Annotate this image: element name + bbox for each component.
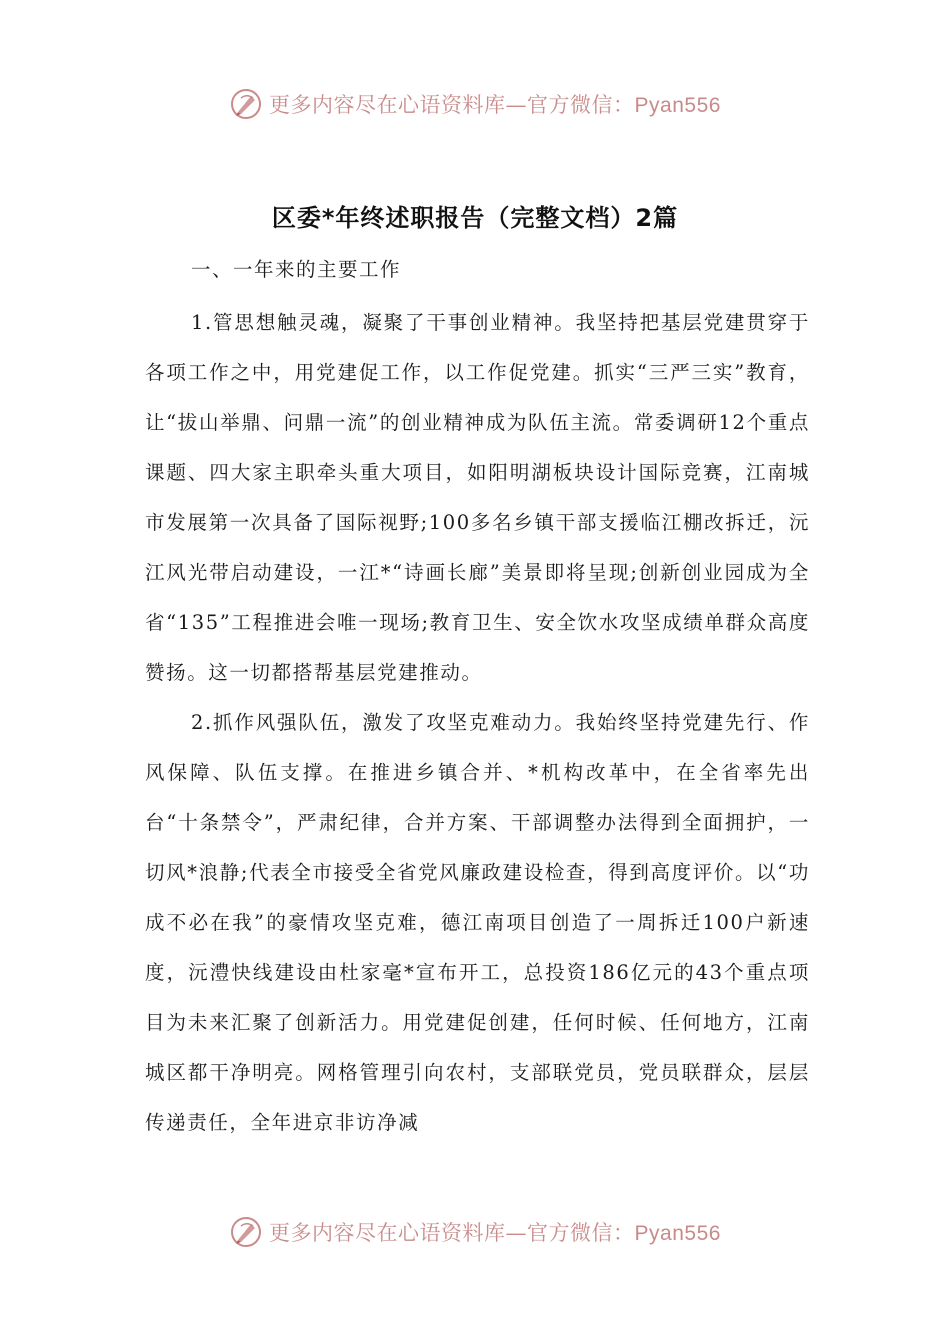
footer-watermark: [0, 1212, 950, 1252]
paragraph-2: 2.抓作风强队伍，激发了攻坚克难动力。我始终坚持党建先行、作风保障、队伍支撑。在推进乡镇合并、*机构改革中，在全省率先出台“十条禁令”，严肃纪律，合并方案、干部调整办法得到全面拥护，一切风*浪静;代表全市接受全省党风廉政建设检查，得到高度评价。以“功成不必在我”的豪情攻坚克难，德江南项目创造了一周拆迁100户新速度，沅澧快线建设由杜家毫*宣布开工，总投资186亿元的43个重点项目为未来汇聚了创新活力。用党建促创建，任何时候、任何地方，江南城区都干净明亮。网格管理引向农村，支部联党员，党员联群众，层层传递责任，全年进京非访净减: [145, 711, 810, 1134]
document-title: 区委*年终述职报告（完整文档）2篇: [271, 204, 679, 232]
section-heading: 一、一年来的主要工作: [191, 258, 402, 281]
watermark-text: 更多内容尽在心语资料库—官方微信：Pyan556: [269, 1221, 721, 1245]
watermark-text: 更多内容尽在心语资料库—官方微信：Pyan556: [269, 93, 721, 117]
document-body: [145, 250, 810, 1148]
header-watermark: [0, 84, 950, 124]
pen-nib-logo-icon: [229, 87, 263, 121]
paragraph-1: 1.管思想触灵魂，凝聚了干事创业精神。我坚持把基层党建贯穿于各项工作之中，用党建促工作，以工作促党建。抓实“三严三实”教育，让“拔山举鼎、问鼎一流”的创业精神成为队伍主流。常委调研12个重点课题、四大家主职牵头重大项目，如阳明湖板块设计国际竞赛，江南城市发展第一次具备了国际视野;100多名乡镇干部支援临江棚改拆迁，沅江风光带启动建设，一江*“诗画长廊”美景即将呈现;创新创业园成为全省“135”工程推进会唯一现场;教育卫生、安全饮水攻坚成绩单群众高度赞扬。这一切都搭帮基层党建推动。: [145, 311, 810, 684]
pen-nib-logo-icon: [229, 1215, 263, 1249]
